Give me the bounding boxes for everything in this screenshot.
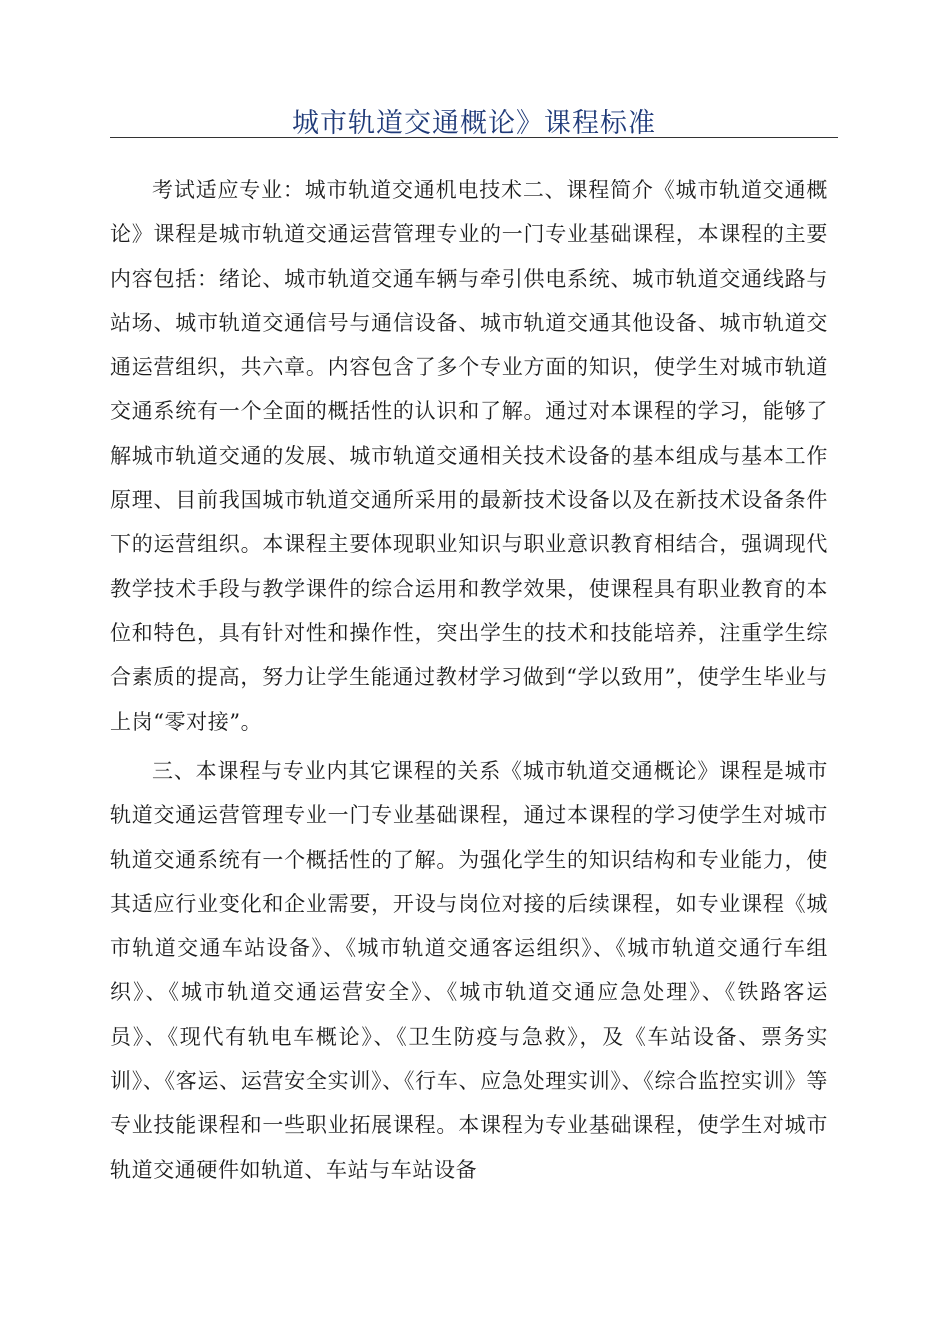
- document-title: 城市轨道交通概论》课程标准: [292, 108, 656, 139]
- title-underline: [110, 137, 838, 138]
- paragraph-course-intro: 考试适应专业：城市轨道交通机电技术二、课程简介《城市轨道交通概论》课程是城市轨道交通运营管理专业的一门专业基础课程，本课程的主要内容包括：绪论、城市轨道交通车辆与牵引供电系统、城市轨道交通线路与站场、城市轨道交通信号与通信设备、城市轨道交通其他设备、城市轨道交通运营组织，共六章。内容包含了多个专业方面的知识，使学生对城市轨道交通系统有一个全面的概括性的认识和了解。通过对本课程的学习，能够了解城市轨道交通的发展、城市轨道交通相关技术设备的基本组成与基本工作原理、目前我国城市轨道交通所采用的最新技术设备以及在新技术设备条件下的运营组织。本课程主要体现职业知识与职业意识教育相结合，强调现代教学技术手段与教学课件的综合运用和教学效果，使课程具有职业教育的本位和特色，具有针对性和操作性，突出学生的技术和技能培养，注重学生综合素质的提高，努力让学生能通过教材学习做到“学以致用”，使学生毕业与上岗“零对接”。: [110, 178, 828, 734]
- paragraph-course-relations: 三、本课程与专业内其它课程的关系《城市轨道交通概论》课程是城市轨道交通运营管理专业一门专业基础课程，通过本课程的学习使学生对城市轨道交通系统有一个概括性的了解。为强化学生的知识结构和专业能力，使其适应行业变化和企业需要，开设与岗位对接的后续课程，如专业课程《城市轨道交通车站设备》、《城市轨道交通客运组织》、《城市轨道交通行车组织》、《城市轨道交通运营安全》、《城市轨道交通应急处理》、《铁路客运员》、《现代有轨电车概论》、《卫生防疫与急救》，及《车站设备、票务实训》、《客运、运营安全实训》、《行车、应急处理实训》、《综合监控实训》等专业技能课程和一些职业拓展课程。本课程为专业基础课程，使学生对城市轨道交通硬件如轨道、车站与车站设备: [110, 759, 828, 1182]
